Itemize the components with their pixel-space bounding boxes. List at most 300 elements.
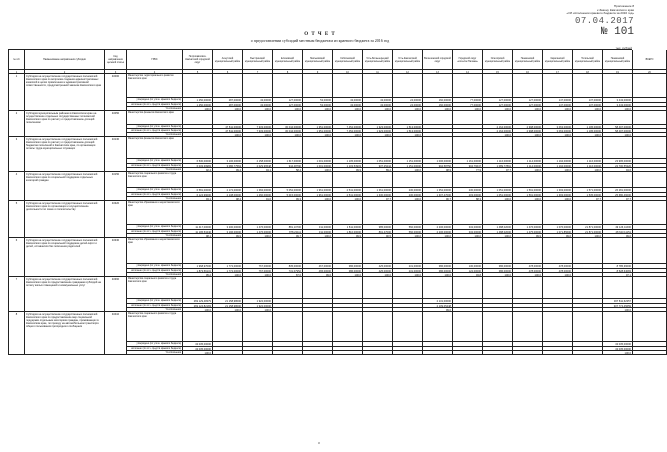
column-header: Код направления целевой статьи: [105, 50, 127, 70]
value-cell: [243, 351, 273, 355]
value-cell-empty: [393, 277, 423, 299]
value-cell: 22 700,55320: [603, 164, 633, 168]
value-cell: 21 158,98000: [213, 299, 243, 304]
value-cell-empty: [303, 277, 333, 299]
value-cell: 3 063,00000: [543, 125, 573, 129]
value-cell: 43,00000: [243, 98, 273, 103]
value-cell: 160,00000: [423, 103, 453, 107]
value-cell: 7 933,00000: [243, 129, 273, 133]
value-cell: 1 071,85600: [543, 230, 573, 234]
value-cell: 47 811,00000: [213, 129, 243, 133]
value-cell: 2 206,00000: [423, 225, 453, 230]
value-cell-empty: [333, 277, 363, 299]
value-cell: 100,0: [543, 133, 573, 137]
value-cell: 1 352,00000: [423, 188, 453, 193]
value-cell: 100,0: [573, 168, 603, 172]
value-cell-empty: [363, 201, 393, 225]
value-cell-empty: [483, 74, 513, 98]
value-cell: 100,0: [363, 107, 393, 111]
value-cell-empty: [183, 312, 213, 342]
value-cell: 43,00000: [363, 103, 393, 107]
value-cell: 478,00000: [543, 264, 573, 269]
row-name: Субсидия на осуществление государственных полномочий Камчатского края по социальной поддержке детей-сирот и детей, оставшихся без попечения родителей: [25, 238, 105, 277]
value-cell: 93,8: [453, 273, 483, 277]
value-cell: 1 384,00000: [243, 188, 273, 193]
value-cell-empty: [423, 277, 453, 299]
value-cell: 43,00000: [333, 98, 363, 103]
value-cell: 97,7: [573, 197, 603, 201]
value-cell-empty: [303, 74, 333, 98]
value-cell: 100,0: [483, 234, 513, 238]
row-number: 3: [9, 137, 25, 172]
value-cell-empty: [573, 111, 603, 125]
value-cell: 1 811,00000: [333, 225, 363, 230]
value-cell: 1 116,00000: [573, 159, 603, 164]
value-cell: 99,9: [333, 234, 363, 238]
row-name: Субсидия на осуществление государственных полномочий Камчатского края по предоставлению мер социальной поддержки отдельным категориям граждан, проживающих в Камчатском крае, по проезду на автомобильном транспорте общего пользования пригородного сообщения: [25, 312, 105, 355]
value-cell: 58 497,00000: [603, 125, 633, 129]
value-cell: 100,0: [543, 107, 573, 111]
value-cell-empty: [513, 238, 543, 264]
value-cell: 3 086,77563: [213, 164, 243, 168]
column-index: 17: [543, 70, 573, 74]
value-cell: 94,6: [603, 168, 633, 172]
column-index: 15: [483, 70, 513, 74]
row-code: 40320: [105, 201, 127, 238]
line-label: исполнено (по отч. средств краевого бюджета): [127, 164, 183, 168]
value-cell: 3 063,00000: [543, 129, 573, 133]
value-cell: 100,0: [333, 273, 363, 277]
value-cell: 1 513,00000: [393, 125, 423, 129]
value-cell: 6 124,99000: [183, 193, 213, 197]
value-cell: 43,00000: [333, 103, 363, 107]
value-cell: 230,00000: [393, 188, 423, 193]
value-cell: 8 785,36000: [603, 264, 633, 269]
value-cell: 1 513,00000: [393, 129, 423, 133]
value-cell: 1 361,00000: [363, 188, 393, 193]
row-number: 2: [9, 111, 25, 137]
column-index: 4: [127, 70, 183, 74]
value-cell: 26 281,00000: [603, 188, 633, 193]
value-cell: 1 873,56131: [183, 269, 213, 273]
value-cell: 97,7: [483, 168, 513, 172]
column-header: ГРБС: [127, 50, 183, 70]
value-cell: 147,00000: [543, 98, 573, 103]
value-cell-empty: [183, 74, 213, 98]
value-cell: 1 330,00000: [363, 193, 393, 197]
value-cell-empty: [333, 137, 363, 159]
column-header: Олюторский муниципальный район: [483, 50, 513, 70]
value-cell: 835,00000: [273, 264, 303, 269]
value-cell-empty: [213, 238, 243, 264]
value-cell-empty: [213, 74, 243, 98]
value-cell: 77,9: [453, 168, 483, 172]
document-subtitle: о предоставлении субсидий местным бюджетам из краевого бюджета за 2016 год: [250, 38, 390, 43]
row-code: 40050: [105, 111, 127, 137]
value-cell: 1 571,00000: [573, 188, 603, 193]
value-cell: 100,0: [303, 107, 333, 111]
value-cell: 94,1: [243, 168, 273, 172]
value-cell: 100,0: [393, 107, 423, 111]
value-cell-empty: [243, 201, 273, 225]
value-cell-empty: [513, 201, 543, 225]
stamp-number: № 101: [600, 26, 634, 38]
value-cell: 97,7: [603, 197, 633, 201]
value-cell: 98,1: [183, 234, 213, 238]
value-cell-empty: [453, 238, 483, 264]
value-cell-empty: [303, 172, 333, 188]
value-cell: 100,0: [483, 273, 513, 277]
column-index: 7: [243, 70, 273, 74]
value-cell: 100,0: [423, 234, 453, 238]
value-cell: 122,00000: [453, 269, 483, 273]
row-name: Субсидия на осуществление государственных полномочий Камчатского края по вопросам создания административных комиссий в целях привлечения к административной ответственности, предусмотренной законом Камчатского края: [25, 74, 105, 111]
value-cell: 93,1: [183, 197, 213, 201]
value-cell: 100,0: [603, 351, 633, 355]
value-cell: 7 933,00000: [243, 125, 273, 129]
value-cell-empty: [213, 277, 243, 299]
column-header: Городской округ «поселок Палана»: [453, 50, 483, 70]
value-cell: 904,76647: [453, 164, 483, 168]
value-cell: 311,00000: [303, 230, 333, 234]
value-cell: 6 033,39983: [183, 164, 213, 168]
value-cell-empty: [243, 312, 273, 342]
line-label: утверждено (по уточн. краевого бюджета): [127, 159, 183, 164]
value-cell-empty: [423, 111, 453, 125]
value-cell: 100,0: [213, 107, 243, 111]
value-cell-empty: [393, 137, 423, 159]
value-cell-empty: [273, 277, 303, 299]
value-cell: 137,00000: [573, 98, 603, 103]
line-label: исполнено (по отч. средств краевого бюджета): [127, 103, 183, 107]
value-cell: 478,00000: [513, 269, 543, 273]
value-cell: 43,00000: [243, 103, 273, 107]
value-cell-empty: [333, 172, 363, 188]
value-cell: 100,0: [513, 107, 543, 111]
line-label: исполнено (по отч. средств краевого бюджета): [127, 129, 183, 133]
column-header: Соболевский муниципальный район: [333, 50, 363, 70]
value-cell: 100,0: [303, 234, 333, 238]
value-cell: 767,00000: [243, 264, 273, 269]
value-cell: 2 109,05448: [423, 304, 453, 308]
value-cell: 48 623,11151: [603, 230, 633, 234]
value-cell: 30 044,00000: [273, 129, 303, 133]
value-cell-empty: [423, 172, 453, 188]
value-cell-empty: [393, 74, 423, 98]
value-cell: 5 015,00000: [273, 193, 303, 197]
value-cell: 3 443,00000: [603, 103, 633, 107]
value-cell: 1 001,00000: [303, 159, 333, 164]
value-cell: 1 151,00000: [393, 164, 423, 168]
value-cell: 24,00000: [393, 103, 423, 107]
value-cell: 160,00000: [423, 98, 453, 103]
value-cell: 881,10700: [273, 225, 303, 230]
value-cell-empty: [633, 111, 667, 125]
value-cell: 465,00000: [303, 269, 333, 273]
value-cell: 231,00000: [393, 269, 423, 273]
value-cell-empty: [573, 312, 603, 342]
value-cell: 311,00000: [303, 225, 333, 230]
value-cell: 100,0: [393, 133, 423, 137]
value-cell: 99,9: [333, 168, 363, 172]
value-cell: 137,00000: [573, 103, 603, 107]
value-cell: 100,0: [573, 133, 603, 137]
value-cell: 49 126,11600: [603, 225, 633, 230]
value-cell: 478,00000: [513, 264, 543, 269]
value-cell: 1 535,00000: [573, 193, 603, 197]
value-cell: 5 052,00000: [273, 188, 303, 193]
value-cell: 23 995,00000: [603, 159, 633, 164]
value-cell: 1 076,00000: [543, 225, 573, 230]
value-cell: 58 497,00000: [603, 129, 633, 133]
value-cell: 24,00000: [393, 98, 423, 103]
column-index: 18: [573, 70, 603, 74]
value-cell-empty: [213, 111, 243, 125]
value-cell-empty: [483, 137, 513, 159]
row-grbs: Министерство социального развития и труда Камчатского края: [127, 277, 183, 299]
value-cell: 2 164,00000: [483, 125, 513, 129]
value-cell: 99,9: [513, 234, 543, 238]
column-header: Алеутский муниципальный район: [213, 50, 243, 70]
column-header: Пенжинский муниципальный район: [603, 50, 633, 70]
row-grbs: Министерство социального развития и труда Камчатского края: [127, 312, 183, 342]
value-cell: 100,0: [513, 133, 543, 137]
value-cell: 100,0: [573, 107, 603, 111]
column-index: 3: [105, 70, 127, 74]
column-header: ВСЕГО: [633, 50, 667, 70]
value-cell: 1 260,00000: [243, 193, 273, 197]
value-cell-empty: [513, 111, 543, 125]
value-cell-empty: [183, 137, 213, 159]
value-cell-empty: [393, 111, 423, 125]
value-cell-empty: [273, 172, 303, 188]
row-number: 7: [9, 277, 25, 312]
value-cell: 1 476,00000: [243, 225, 273, 230]
column-header: Тигильский муниципальный район: [573, 50, 603, 70]
appendix-note: [514, 5, 634, 16]
value-cell: 7 452,00000: [333, 129, 363, 133]
value-cell-empty: [273, 137, 303, 159]
value-cell-empty: [303, 201, 333, 225]
value-cell-empty: [243, 277, 273, 299]
column-index: 19: [603, 70, 633, 74]
value-cell: 2 172,00000: [213, 188, 243, 193]
value-cell: 1 961,00000: [303, 193, 333, 197]
value-cell: 1 923,00000: [363, 129, 393, 133]
value-cell-empty: [453, 312, 483, 342]
value-cell: 100,0: [393, 168, 423, 172]
value-cell: 386,00000: [483, 269, 513, 273]
value-cell-empty: [633, 172, 667, 188]
value-cell: 1 250,00000: [183, 98, 213, 103]
row-code: 40410: [105, 312, 127, 355]
value-cell-empty: [273, 201, 303, 225]
value-cell-empty: [273, 238, 303, 264]
value-cell: 1 103,53903: [333, 164, 363, 168]
value-cell: 1 488,02000: [483, 225, 513, 230]
value-cell: [213, 351, 243, 355]
value-cell: 88,3: [453, 197, 483, 201]
value-cell: 1 488,02000: [483, 230, 513, 234]
value-cell-empty: [573, 201, 603, 225]
value-cell-empty: [603, 172, 633, 188]
value-cell: 332,00000: [453, 225, 483, 230]
line-label: исполнено (по отч. средств краевого бюджета): [127, 304, 183, 308]
value-cell: 21 871,00000: [573, 225, 603, 230]
value-cell: 731,07952: [273, 269, 303, 273]
value-cell: 91,0: [243, 197, 273, 201]
value-cell: 1 151,00000: [393, 159, 423, 164]
line-label: % исполнения: [127, 273, 183, 277]
value-cell: 1 772,00000: [213, 269, 243, 273]
value-cell: 100,0: [213, 308, 243, 312]
value-cell: 231,00000: [393, 264, 423, 269]
value-cell-empty: [573, 277, 603, 299]
value-cell: 127,00000: [273, 98, 303, 103]
value-cell: 127,00000: [513, 103, 543, 107]
value-cell: 97,1: [603, 273, 633, 277]
value-cell: 1 161,00000: [453, 159, 483, 164]
document-title: О Т Ч Е Т: [304, 32, 336, 37]
value-cell: 1 922,00000: [243, 299, 273, 304]
value-cell-empty: [273, 74, 303, 98]
value-cell-empty: [183, 238, 213, 264]
value-cell-empty: [603, 238, 633, 264]
value-cell: 127,00000: [483, 103, 513, 107]
value-cell: 2 131,00000: [423, 299, 453, 304]
value-cell-empty: [363, 74, 393, 98]
value-cell-empty: [483, 201, 513, 225]
column-header: Елизовский муниципальный район: [273, 50, 303, 70]
value-cell: 100,0: [333, 107, 363, 111]
value-cell-empty: [603, 111, 633, 125]
row-name: Субсидия на осуществление государственных полномочий Камчатского края по социальной поддержке отдельных категорий граждан: [25, 172, 105, 201]
value-cell: 99,4: [213, 168, 243, 172]
value-cell-empty: [303, 238, 333, 264]
value-cell: 1 923,00000: [363, 125, 393, 129]
value-cell: 2 138,00000: [213, 193, 243, 197]
value-cell: 386,00000: [333, 269, 363, 273]
value-cell-empty: [303, 111, 333, 125]
value-cell-empty: [453, 277, 483, 299]
value-cell: 95,2: [183, 273, 213, 277]
value-cell-empty: [363, 172, 393, 188]
value-cell-empty: [333, 111, 363, 125]
value-cell: 100,0: [333, 133, 363, 137]
value-cell: 1 475,00000: [513, 230, 543, 234]
value-cell: 100,0: [483, 197, 513, 201]
value-cell-empty: [213, 137, 243, 159]
value-cell-empty: [603, 312, 633, 342]
value-cell: 1 195,00000: [573, 129, 603, 133]
value-cell: 230,00000: [393, 193, 423, 197]
value-cell-empty: [633, 351, 667, 355]
row-name: Субсидия муниципальным районам в Камчатском крае на осуществление отдельных государственных полномочий Камчатского края по расчету и предоставлению дотаций поселениям: [25, 111, 105, 137]
value-cell: 1 250,00000: [183, 103, 213, 107]
value-cell: 100,0: [243, 273, 273, 277]
value-cell: 1 194,00000: [543, 159, 573, 164]
value-cell: 425,00000: [363, 264, 393, 269]
value-cell: 891,47000: [363, 230, 393, 234]
value-cell: [423, 351, 453, 355]
value-cell-empty: [363, 277, 393, 299]
value-cell: 1 951,00000: [303, 125, 333, 129]
value-cell-empty: [543, 201, 573, 225]
value-cell: 100,0: [483, 107, 513, 111]
value-cell-empty: [333, 74, 363, 98]
value-cell-empty: [183, 201, 213, 225]
value-cell-empty: [483, 312, 513, 342]
value-cell: 53,00000: [303, 103, 333, 107]
value-cell-empty: [603, 74, 633, 98]
appendix-line: Приложение 8: [613, 4, 634, 8]
column-header: Петропавловск-Камчатский городской округ: [183, 50, 213, 70]
column-index: 20: [633, 70, 667, 74]
value-cell: 203,00000: [453, 193, 483, 197]
value-cell: [273, 351, 303, 355]
line-label: % исполнения: [127, 107, 183, 111]
value-cell: 43 035,00000: [183, 347, 213, 351]
line-label: исполнено (по отч. средств краевого бюджета): [127, 269, 183, 273]
value-cell-empty: [183, 172, 213, 188]
row-name: Субсидия на осуществление государственных полномочий Камчатского края по организации и осуществлению деятельности по опеке и попечительству: [25, 201, 105, 238]
value-cell: 87,6: [273, 273, 303, 277]
column-index: 2: [25, 70, 105, 74]
value-cell: 2 164,00000: [483, 129, 513, 133]
value-cell-empty: [423, 312, 453, 342]
value-cell-empty: [633, 277, 667, 299]
value-cell: 147,00000: [543, 103, 573, 107]
value-cell-empty: [513, 277, 543, 299]
row-grbs: Министерство образования и науки Камчатского края: [127, 238, 183, 264]
value-cell: 100,0: [183, 107, 213, 111]
value-cell: 467,00000: [303, 264, 333, 269]
column-header: Усть-Камчатский муниципальный район: [393, 50, 423, 70]
value-cell: 2 029,96548: [243, 164, 273, 168]
value-cell-empty: [633, 74, 667, 98]
value-cell: 1 476,00000: [513, 225, 543, 230]
value-cell: 8 528,64083: [603, 269, 633, 273]
line-label: % исполнения: [127, 308, 183, 312]
value-cell: 99,6: [303, 273, 333, 277]
value-cell-empty: [423, 238, 453, 264]
value-cell-empty: [423, 137, 453, 159]
value-cell-empty: [633, 312, 667, 342]
value-cell: 307 774,45659: [603, 304, 633, 308]
value-cell: 1 001,00000: [303, 164, 333, 168]
value-cell-empty: [603, 137, 633, 159]
value-cell: 99,3: [273, 197, 303, 201]
row-name: Субсидия на осуществление государственных полномочий Камчатского края по предоставлению гражданам субсидий на оплату жилых помещений и коммунальных услуг: [25, 277, 105, 312]
value-cell: 99,6: [543, 234, 573, 238]
value-cell: 386,00000: [483, 264, 513, 269]
row-number: 4: [9, 172, 25, 201]
value-cell: 99,0: [603, 234, 633, 238]
value-cell: 386,00000: [423, 264, 453, 269]
value-cell: 100,0: [543, 168, 573, 172]
value-cell: 1 089,77891: [483, 164, 513, 168]
value-cell-empty: [393, 201, 423, 225]
value-cell: 100,0: [453, 234, 483, 238]
row-code: 40150: [105, 172, 127, 201]
value-cell-empty: [543, 172, 573, 188]
value-cell-empty: [543, 238, 573, 264]
value-cell: 100,0: [603, 133, 633, 137]
value-cell: 7 452,00000: [333, 125, 363, 129]
line-label: % исполнения: [127, 351, 183, 355]
value-cell: 307 811,62357: [603, 299, 633, 304]
value-cell: 287,00000: [213, 103, 243, 107]
